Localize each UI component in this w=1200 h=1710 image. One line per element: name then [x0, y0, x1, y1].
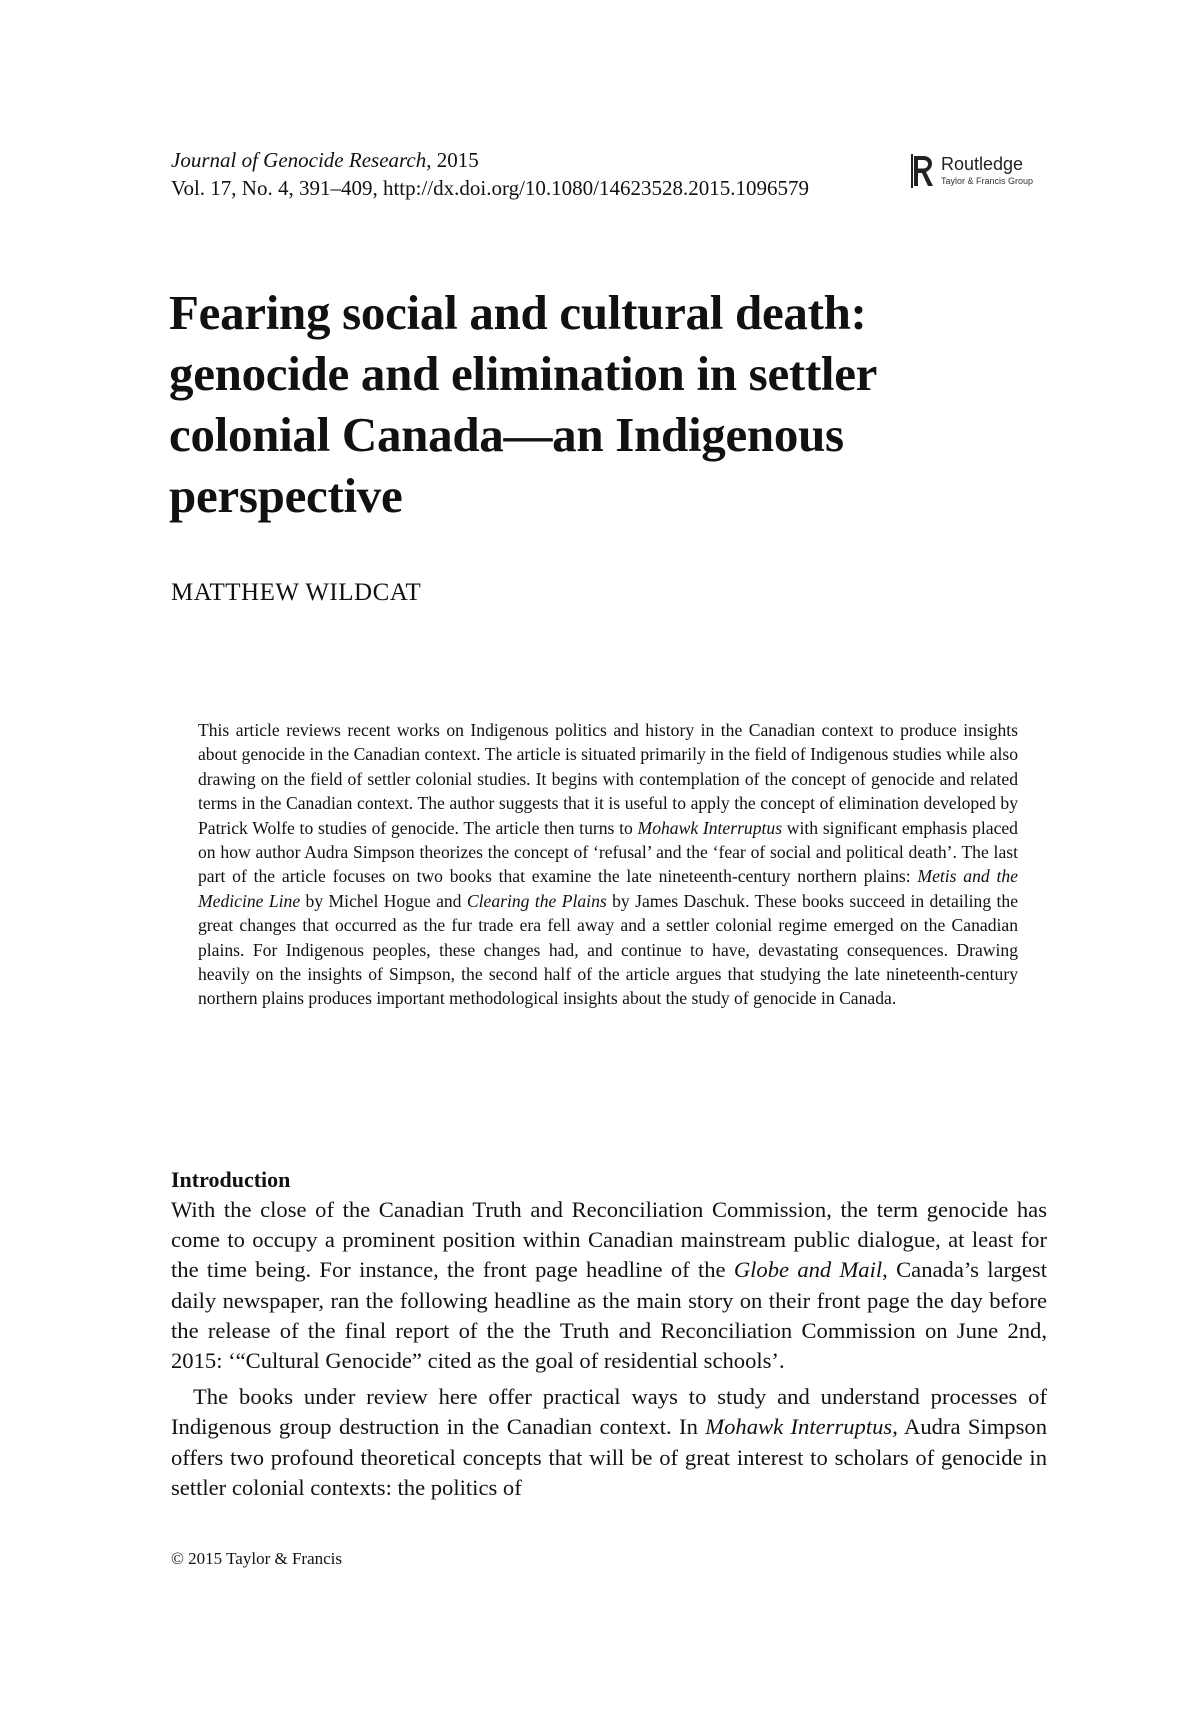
book-title: Mohawk Interruptus	[705, 1414, 893, 1440]
paragraph	[171, 1195, 1047, 1376]
paragraph	[171, 1382, 1047, 1503]
running-header	[171, 146, 891, 202]
publisher-group: Taylor & Francis Group	[941, 176, 1034, 186]
abstract-book-title-3: Clearing the Plains	[466, 890, 607, 911]
copyright-notice: © 2015 Taylor & Francis	[171, 1549, 343, 1568]
paragraph-text: With the close of the Canadian Truth and Reconciliation Commission, the term genocide has come to occupy a prominent position within Canadian mainstream public dialogue, at least for the time being. For instance, the front page headline of the	[171, 1197, 1047, 1283]
abstract-text-1: This article reviews recent works on Indigenous politics and history in the Canadian context to produce insights about genocide in the Canadian context. The article is situated primarily in the field of Indigenous studies while also drawing on the field of settler colonial studies. It begins with contemplation of the concept of genocide and related terms in the Canadian context. The author suggests that it is useful to apply the concept of elimination developed by Patrick Wolfe to studies of genocide. The article then turns to	[198, 720, 1018, 838]
author-name: MATTHEW WILDCAT	[171, 579, 422, 606]
introduction-body	[171, 1195, 1047, 1503]
journal-line	[171, 146, 891, 174]
abstract-text-4: by James Daschuk. These books succeed in detailing the great changes that occurred as the fur trade era fell away and a settler colonial regime emerged on the Canadian plains. For Indigenous peoples, these changes had, and continue to have, devastating consequences. Drawing heavily on the insights of Simpson, the second half of the article argues that studying the late nineteenth-century northern plains produces important methodological insights about the study of genocide in Canada.	[198, 890, 1019, 1009]
abstract-text-3: by Michel Hogue and	[300, 890, 467, 911]
journal-year: , 2015	[426, 148, 479, 172]
abstract	[198, 718, 1018, 1011]
paragraph-text: , Audra Simpson offers two profound theoretical concepts that will be of great interest to scholars of genocide in settler colonial contexts: the politics of	[171, 1414, 1047, 1500]
abstract-text-2: with significant emphasis placed on how author Audra Simpson theorizes the concept of ‘refusal’ and the ‘fear of social and political death’. The last part of the article focuses on two books that examine the late nineteenth-century northern plains:	[198, 817, 1018, 887]
citation-line: Vol. 17, No. 4, 391–409, http://dx.doi.org/10.1080/14623528.2015.1096579	[171, 176, 809, 200]
journal-name: Journal of Genocide Research	[171, 148, 427, 172]
newspaper-title: Globe and Mail	[733, 1257, 883, 1283]
article-title: Fearing social and cultural death: genocide and elimination in settler colonial Canada—an Indigenous perspective	[169, 285, 877, 523]
routledge-r-icon	[911, 152, 935, 190]
section-heading-introduction: Introduction	[171, 1167, 291, 1192]
paragraph-text: The books under review here offer practical ways to study and understand processes of Indigenous group destruction in the Canadian context. In	[171, 1384, 1047, 1440]
publisher-name: Routledge	[941, 154, 1024, 174]
paragraph-text: , Canada’s largest daily newspaper, ran the following headline as the main story on their front page the day before the release of the final report of the the Truth and Reconciliation Commission on June 2nd, 2015: ‘“Cultural Genocide” cited as the goal of residential schools’.	[171, 1257, 1048, 1374]
abstract-book-title-2: Metis and the Medicine Line	[198, 866, 1018, 911]
abstract-book-title-1: Mohawk Interruptus	[637, 817, 783, 838]
publisher-logo	[911, 152, 1051, 192]
